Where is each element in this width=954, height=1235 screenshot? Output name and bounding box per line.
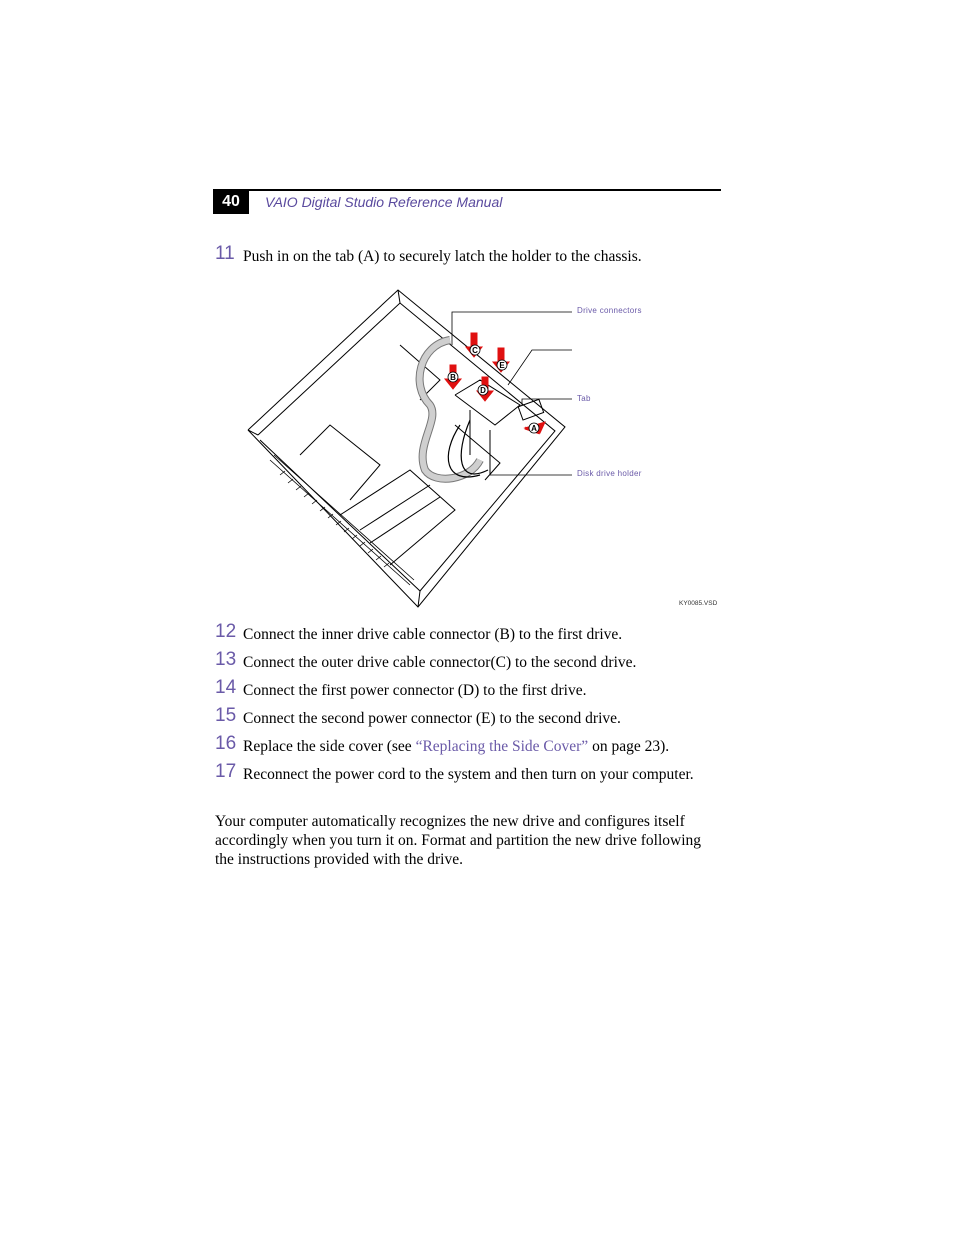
step-number: 15 — [215, 705, 237, 726]
header-rule — [213, 189, 721, 191]
step-text — [243, 737, 715, 756]
step-number: 16 — [215, 733, 237, 754]
closing-paragraph: Your computer automatically recognizes the new drive and configures itself accordingly when you turn it on. Format and partition the new drive following the instructions provided with the drive. — [215, 813, 701, 868]
step-number: 14 — [215, 677, 237, 698]
callout-disk-drive-holder: Disk drive holder — [577, 469, 642, 478]
marker-a: A — [531, 424, 537, 433]
callout-drive-connectors: Drive connectors — [577, 306, 642, 315]
step-15 — [215, 705, 715, 728]
callout-tab: Tab — [577, 394, 591, 403]
step-text: Connect the first power connector (D) to the first drive. — [243, 682, 587, 699]
step-13 — [215, 649, 715, 672]
marker-b: B — [450, 373, 456, 382]
chassis-illustration — [240, 285, 720, 610]
running-title: VAIO Digital Studio Reference Manual — [265, 194, 503, 210]
page-number: 40 — [213, 190, 249, 214]
step-number: 13 — [215, 649, 237, 670]
step-12 — [215, 621, 715, 644]
step-text: Connect the second power connector (E) to the second drive. — [243, 710, 621, 727]
step-text: Connect the outer drive cable connector(C) to the second drive. — [243, 654, 637, 671]
step-text: Reconnect the power cord to the system and then turn on your computer. — [243, 766, 694, 783]
step-text-after: on page 23). — [588, 738, 670, 755]
figure-file-code: KY0085.VSD — [679, 600, 718, 607]
step-number: 12 — [215, 621, 237, 642]
marker-d: D — [480, 386, 486, 395]
marker-e: E — [499, 361, 505, 370]
step-number: 17 — [215, 761, 237, 782]
step-number: 11 — [215, 243, 235, 264]
step-text-before: Replace the side cover (see — [243, 738, 416, 755]
drive-installation-figure — [240, 285, 720, 610]
step-17 — [215, 761, 715, 784]
step-text: Push in on the tab (A) to securely latch the holder to the chassis. — [243, 248, 642, 265]
step-14 — [215, 677, 715, 700]
replacing-side-cover-link[interactable]: “Replacing the Side Cover” — [415, 738, 589, 755]
step-16 — [215, 733, 715, 756]
step-text: Connect the inner drive cable connector (B) to the first drive. — [243, 626, 623, 643]
step-11 — [215, 243, 715, 266]
marker-c: C — [472, 346, 478, 355]
